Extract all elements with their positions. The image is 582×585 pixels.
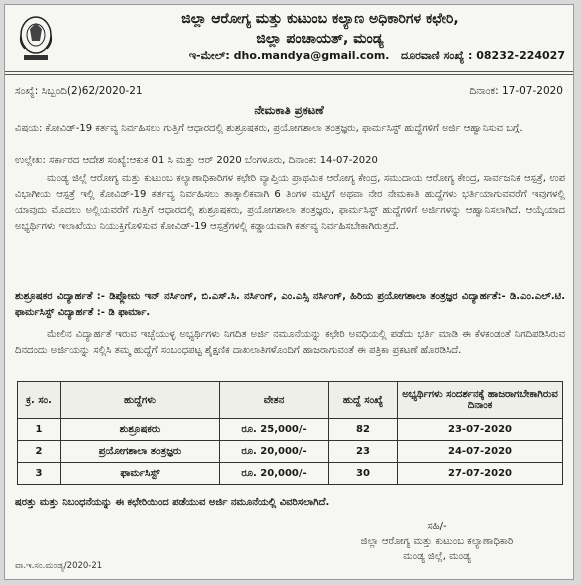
phone-label: ದೂರವಾಣಿ ಸಂಖ್ಯೆ :	[400, 49, 473, 62]
header-divider-secondary	[5, 74, 573, 75]
posts-table	[17, 381, 563, 485]
notice-document	[4, 4, 574, 580]
email-address: dho.mandya@gmail.com.	[233, 49, 390, 62]
office-name	[75, 9, 565, 49]
reference-line: ಉಲ್ಲೇಖ: ಸರ್ಕಾರದ ಆದೇಶ ಸಂಖ್ಯೆ:ಆಕುಕ 01 ಸಿ ಮತ್ತು ಆರ್ 2020 ಬೆಂಗಳೂರು, ದಿನಾಂಕ: 14-07-2020	[15, 155, 378, 166]
contact-line	[135, 49, 565, 63]
table-header-cell: ಹುದ್ದೆ ಸಂಖ್ಯೆ	[329, 382, 398, 419]
conditions-note: ಷರತ್ತು ಮತ್ತು ನಿಬಂಧನೆಯನ್ನು ಈ ಕಛೇರಿಯಿಂದ ಪಡೆಯುವ ಅರ್ಜಿ ನಮೂನೆಯಲ್ಲಿ ವಿವರಿಸಲಾಗಿದೆ.	[15, 497, 330, 508]
table-cell: 24-07-2020	[398, 441, 563, 463]
signatory-place: ಮಂಡ್ಯ ಜಿಲ್ಲೆ, ಮಂಡ್ಯ	[403, 551, 471, 562]
table-cell: ರೂ. 20,000/-	[220, 463, 329, 485]
table-cell: 30	[329, 463, 398, 485]
table-cell: 2	[18, 441, 61, 463]
table-cell: ರೂ. 20,000/-	[220, 441, 329, 463]
office-name-line1: ಜಿಲ್ಲಾ ಆರೋಗ್ಯ ಮತ್ತು ಕುಟುಂಬ ಕಲ್ಯಾಣ ಅಧಿಕಾರಿಗಳ ಕಛೇರಿ,	[181, 11, 459, 27]
table-header-row	[18, 382, 563, 419]
table-row	[18, 441, 563, 463]
footer-reference: ವಾ.ಇ.ಸಂ.ಮಂಡ್ಯ/2020-21	[15, 561, 103, 571]
table-cell: 27-07-2020	[398, 463, 563, 485]
table-row	[18, 463, 563, 485]
signature-block	[327, 519, 547, 564]
signatory-designation: ಜಿಲ್ಲಾ ಆರೋಗ್ಯ ಮತ್ತು ಕುಟುಂಬ ಕಲ್ಯಾಣಾಧಿಕಾರಿ	[360, 536, 514, 547]
notice-date: ದಿನಾಂಕ: 17-07-2020	[469, 85, 563, 97]
subject-line: ವಿಷಯ: ಕೋವಿಡ್-19 ಕರ್ತವ್ಯ ನಿರ್ವಹಿಸಲು ಗುತ್ತಿಗೆ ಆಧಾರದಲ್ಲಿ ಶುಶ್ರೂಷಕರು, ಪ್ರಯೋಗಶಾಲಾ ತಂತ್ರಜ್ಞರು, ಫಾರ್ಮಸಿಸ್ಟ್ ಹುದ್ದೆಗಳಿಗೆ ಅರ್ಜಿ ಆಹ್ವಾನಿಸುವ ಬಗ್ಗೆ.	[15, 123, 523, 134]
email-label: ಇ-ಮೇಲ್:	[188, 49, 230, 62]
reference-number: ಸಂಖ್ಯೆ: ಸಿಬ್ಬಂದಿ(2)62/2020-21	[15, 85, 143, 97]
table-cell: ಶುಶ್ರೂಷಕರು	[61, 419, 220, 441]
karnataka-emblem-icon	[17, 13, 55, 63]
process-paragraph: ಮೇಲಿನ ವಿದ್ಯಾರ್ಹತೆ ಇರುವ ಇಚ್ಛೆಯುಳ್ಳ ಅಭ್ಯರ್ಥಿಗಳು ನಿಗದಿತ ಅರ್ಜಿ ನಮೂನೆಯನ್ನು ಕಛೇರಿ ಅವಧಿಯಲ್ಲಿ ಪಡೆದು ಭರ್ತಿ ಮಾಡಿ ಈ ಕೆಳಕಂಡಂತೆ ನಿಗದಿಪಡಿಸಿರುವ ದಿನದಂದು ಅರ್ಜಿಯನ್ನು ಸಲ್ಲಿಸಿ ತಮ್ಮ ಹುದ್ದೆಗೆ ಸಂಬಂಧಪಟ್ಟ ಶೈಕ್ಷಣಿಕ ದಾಖಲಾತಿಗಳೊಂದಿಗೆ ಹಾಜರಾಗುವಂತೆ ಈ ಪತ್ರಿಕಾ ಪ್ರಕಟಣೆ ಹೊರಡಿಸಿದೆ.	[15, 329, 565, 356]
table-header-cell: ಕ್ರ. ಸಂ.	[18, 382, 61, 419]
table-row	[18, 419, 563, 441]
body-paragraph: ಮಂಡ್ಯ ಜಿಲ್ಲೆ ಆರೋಗ್ಯ ಮತ್ತು ಕುಟುಂಬ ಕಲ್ಯಾಣಾಧಿಕಾರಿಗಳ ಕಛೇರಿ ವ್ಯಾಪ್ತಿಯ ಪ್ರಾಥಮಿಕ ಆರೋಗ್ಯ ಕೇಂದ್ರ, ಸಮುದಾಯ ಆರೋಗ್ಯ ಕೇಂದ್ರ, ಸಾರ್ವಜನಿಕ ಆಸ್ಪತ್ರೆ, ಉಪ ವಿಭಾಗೀಯ ಆಸ್ಪತ್ರೆ ಇಲ್ಲಿ ಕೋವಿಡ್-19 ಕರ್ತವ್ಯ ನಿರ್ವಹಿಸಲು ತಾತ್ಕಾಲಿಕವಾಗಿ 6 ತಿಂಗಳ ಮಟ್ಟಿಗೆ ಅಥವಾ ನೇರ ನೇಮಕಾತಿ ಹುದ್ದೆಗಳು ಭರ್ತಿಯಾಗುವವರೆಗೆ ಇವುಗಳಲ್ಲಿ ಯಾವುದು ಮೊದಲು ಅಲ್ಲಿಯವರೆಗೆ ಗುತ್ತಿಗೆ ಆಧಾರದಲ್ಲಿ ಶುಶ್ರೂಷಕರು, ಪ್ರಯೋಗಶಾಲಾ ತಂತ್ರಜ್ಞರು, ಫಾರ್ಮಸಿಸ್ಟ್ ಹುದ್ದೆಗಳಿಗೆ ಅರ್ಜಿಗಳನ್ನು ಆಹ್ವಾನಿಸಲಾಗಿದೆ. ಆಯ್ಕೆಯಾದ ಅಭ್ಯರ್ಥಿಗಳು ಇಲಾಖೆಯು ನಿಯುಕ್ತಿಗೊಳಿಸುವ ಕೋವಿಡ್-19 ಆಸ್ಪತ್ರೆಗಳಲ್ಲಿ ಕಡ್ಡಾಯವಾಗಿ ಕರ್ತವ್ಯ ನಿರ್ವಹಿಸಬೇಕಾಗಿರುತ್ತದೆ.	[15, 173, 565, 232]
table-cell: 1	[18, 419, 61, 441]
phone-number: 08232-224027	[476, 49, 565, 62]
table-cell: 3	[18, 463, 61, 485]
table-cell: ರೂ. 25,000/-	[220, 419, 329, 441]
office-name-line2: ಜಿಲ್ಲಾ ಪಂಚಾಯತ್, ಮಂಡ್ಯ	[256, 31, 384, 47]
signature-mark: ಸಹಿ/-	[427, 521, 447, 532]
letterhead	[5, 5, 573, 71]
qualifications-paragraph: ಶುಶ್ರೂಷಕರ ವಿದ್ಯಾರ್ಹತೆ :- ಡಿಪ್ಲೋಮ ಇನ್ ನರ್ಸಿಂಗ್, ಬಿ.ಎಸ್.ಸಿ. ನರ್ಸಿಂಗ್, ಎಂ.ಎಸ್ಸಿ ನರ್ಸಿಂಗ್, ಹಿರಿಯ ಪ್ರಯೋಗಶಾಲಾ ತಂತ್ರಜ್ಞರ ವಿದ್ಯಾರ್ಹತೆ:- ಡಿ.ಎಂ.ಎಲ್.ಟಿ. ಫಾರ್ಮಸಿಸ್ಟ್ ವಿದ್ಯಾರ್ಹತೆ :- ಡಿ ಫಾರ್ಮಾ.	[15, 291, 565, 318]
notice-title: ನೇಮಕಾತಿ ಪ್ರಕಟಣೆ	[254, 103, 324, 117]
table-header-cell: ಹುದ್ದೆಗಳು	[61, 382, 220, 419]
table-cell: ಪ್ರಯೋಗಶಾಲಾ ತಂತ್ರಜ್ಞರು	[61, 441, 220, 463]
table-cell: 82	[329, 419, 398, 441]
table-cell: 23-07-2020	[398, 419, 563, 441]
table-header-cell: ವೇತನ	[220, 382, 329, 419]
table-cell: 23	[329, 441, 398, 463]
table-header-cell: ಅಭ್ಯರ್ಥಿಗಳು ಸಂದರ್ಶನಕ್ಕೆ ಹಾಜರಾಗಬೇಕಾಗಿರುವ ದಿನಾಂಕ	[398, 382, 563, 419]
header-divider	[5, 71, 573, 72]
table-cell: ಫಾರ್ಮಸಿಸ್ಟ್	[61, 463, 220, 485]
